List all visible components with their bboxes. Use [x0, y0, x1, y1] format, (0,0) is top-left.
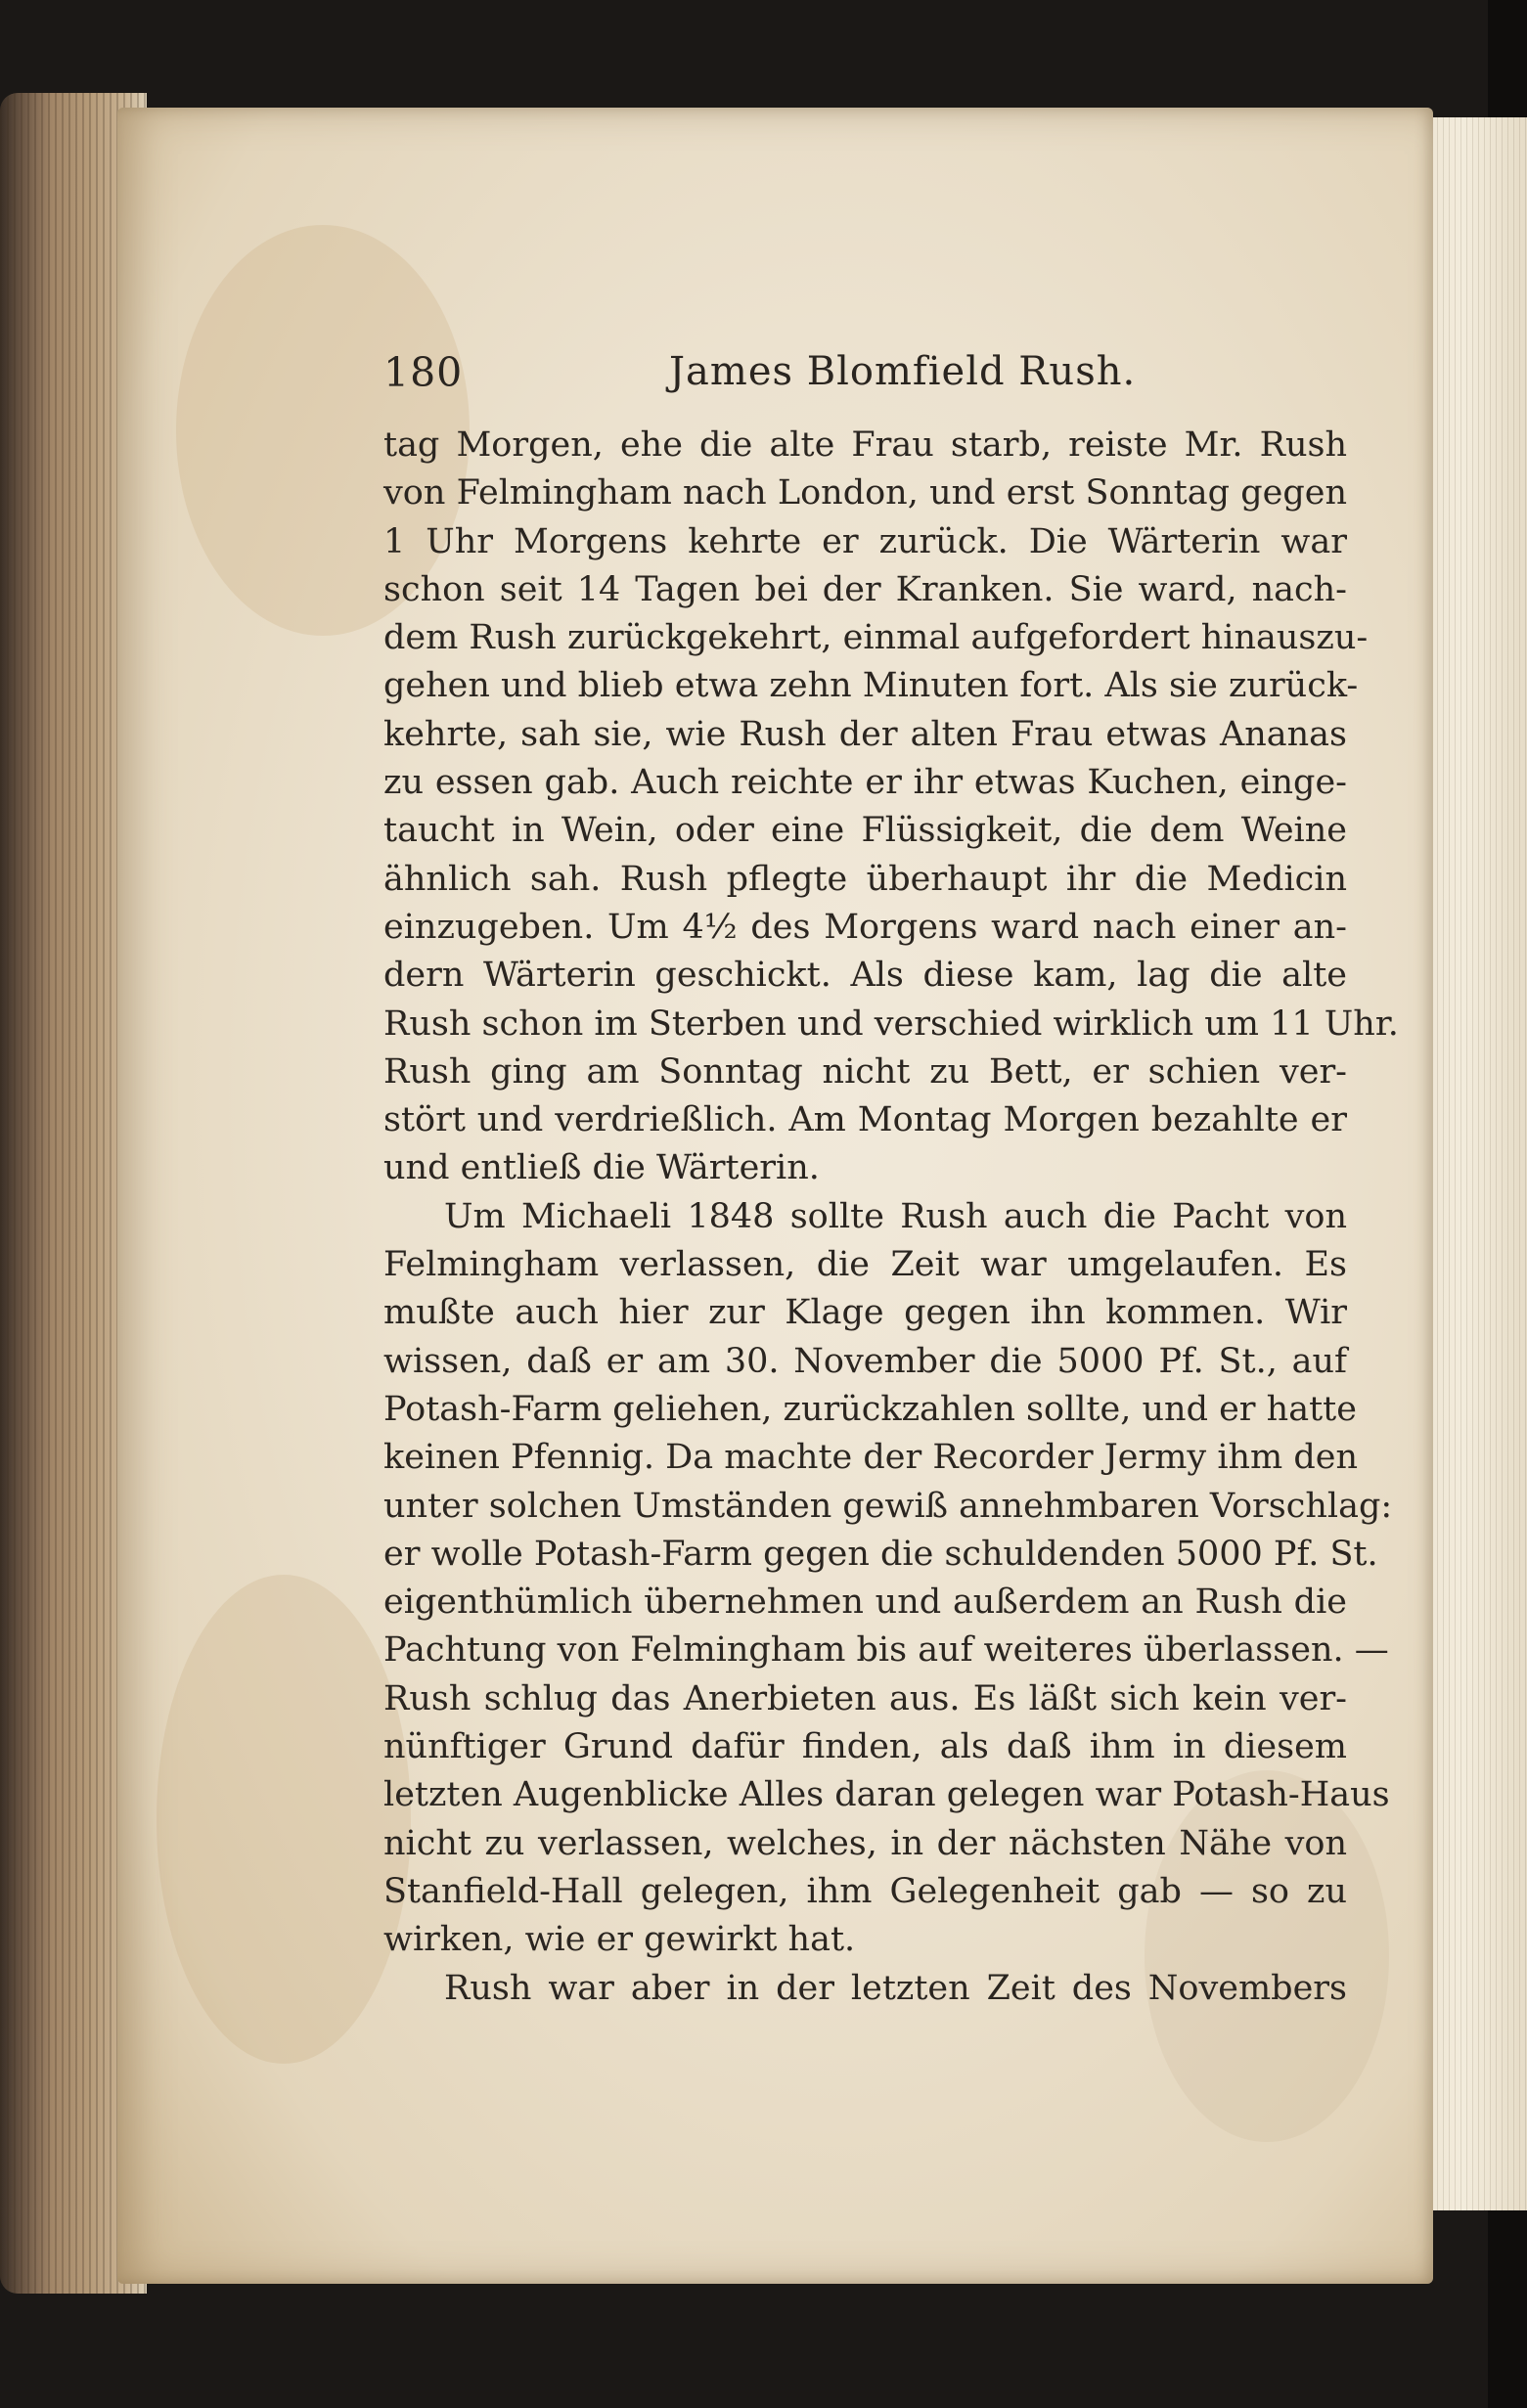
text-line: wissen, daß er am 30. November die 5000 Pf. St., auf — [383, 1341, 1347, 1381]
text-line: Pachtung von Felmingham bis auf weiteres überlassen. — — [383, 1630, 1389, 1671]
text-line: dem Rush zurückgekehrt, einmal aufgefordert hinauszu- — [383, 618, 1369, 658]
text-line: nünftiger Grund dafür finden, als daß ihm in diesem — [383, 1727, 1347, 1767]
page-text — [383, 349, 1399, 2013]
text-line: Potash-Farm geliehen, zurückzahlen sollte, und er hatte — [383, 1389, 1357, 1429]
text-line: kehrte, sah sie, wie Rush der alten Frau etwas Ananas — [383, 714, 1347, 754]
paper-stain — [157, 1575, 411, 2064]
text-line: von Felmingham nach London, und erst Sonntag gegen — [383, 473, 1347, 513]
text-line: wirken, wie er gewirkt hat. — [383, 1920, 856, 1960]
text-line: schon seit 14 Tagen bei der Kranken. Sie ward, nach- — [383, 569, 1347, 609]
text-line: Um Michaeli 1848 sollte Rush auch die Pacht von — [444, 1196, 1347, 1236]
text-line: ähnlich sah. Rush pflegte überhaupt ihr die Medicin — [383, 859, 1347, 899]
text-line: Rush war aber in der letzten Zeit des Novembers — [444, 1968, 1347, 2008]
book-right-page-edges — [1419, 117, 1527, 2210]
text-line: stört und verdrießlich. Am Montag Morgen bezahlte er — [383, 1100, 1347, 1140]
text-line: gehen und blieb etwa zehn Minuten fort. Als sie zurück- — [383, 666, 1359, 706]
body-text — [383, 422, 1399, 2013]
text-line: dern Wärterin geschickt. Als diese kam, lag die alte — [383, 956, 1347, 996]
text-line: Rush schlug das Anerbieten aus. Es läßt sich kein ver- — [383, 1678, 1347, 1718]
text-line: nicht zu verlassen, welches, in der nächsten Nähe von — [383, 1823, 1347, 1863]
text-line: taucht in Wein, oder eine Flüssigkeit, die dem Weine — [383, 811, 1347, 851]
text-line: eigenthümlich übernehmen und außerdem an Rush die — [383, 1583, 1347, 1623]
text-line: letzten Augenblicke Alles daran gelegen war Potash-Haus — [383, 1775, 1390, 1815]
text-line: er wolle Potash-Farm gegen die schuldenden 5000 Pf. St. — [383, 1534, 1378, 1574]
page-number: 180 — [383, 349, 464, 396]
text-line: zu essen gab. Auch reichte er ihr etwas Kuchen, einge- — [383, 763, 1347, 803]
text-line: unter solchen Umständen gewiß annehmbaren Vorschlag: — [383, 1486, 1393, 1526]
text-line: Rush schon im Sterben und verschied wirklich um 11 Uhr. — [383, 1003, 1399, 1044]
text-line: Rush ging am Sonntag nicht zu Bett, er schien ver- — [383, 1051, 1347, 1092]
text-line: mußte auch hier zur Klage gegen ihn kommen. Wir — [383, 1293, 1347, 1333]
text-line: keinen Pfennig. Da machte der Recorder Jermy ihm den — [383, 1438, 1359, 1478]
text-line: Felmingham verlassen, die Zeit war umgelaufen. Es — [383, 1245, 1347, 1285]
page-header — [383, 349, 1347, 408]
text-line: 1 Uhr Morgens kehrte er zurück. Die Wärterin war — [383, 521, 1347, 561]
running-title: James Blomfield Rush. — [669, 349, 1137, 394]
text-line: tag Morgen, ehe die alte Frau starb, reiste Mr. Rush — [383, 425, 1347, 465]
text-line: einzugeben. Um 4½ des Morgens ward nach einer an- — [383, 907, 1347, 947]
text-line: und entließ die Wärterin. — [383, 1148, 820, 1188]
text-line: Stanfield-Hall gelegen, ihm Gelegenheit gab — so zu — [383, 1871, 1347, 1911]
